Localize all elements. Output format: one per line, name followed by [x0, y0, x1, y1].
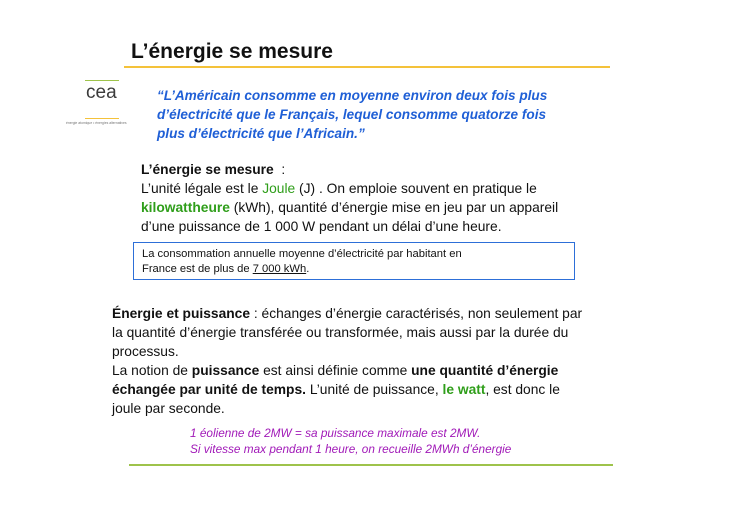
text-span: , est donc le	[485, 382, 560, 397]
svg-text:cea: cea	[86, 82, 117, 101]
text-span: L’unité légale est le	[141, 181, 263, 196]
measure-line	[141, 198, 611, 217]
quote-line: “L’Américain consomme en moyenne environ deux fois plus	[157, 88, 548, 103]
joule-term: Joule	[262, 181, 296, 196]
text-span: (J) . On emploie souvent en pratique le	[295, 181, 537, 196]
kilowattheure-term: kilowattheure	[141, 200, 230, 215]
paragraph-line: processus.	[112, 344, 179, 359]
title-underline	[124, 66, 610, 68]
cea-wordmark-icon	[86, 81, 126, 101]
paragraph-line	[112, 304, 632, 323]
paragraph-line	[112, 361, 632, 380]
measure-heading-line	[141, 160, 611, 179]
paragraph-line: joule par seconde.	[112, 401, 225, 416]
text-span: .	[306, 263, 310, 275]
consumption-value: 7 000 kWh	[252, 263, 307, 275]
text-span: (kWh), quantité d’énergie mise en jeu par un appareil	[229, 200, 559, 215]
quote-block	[157, 86, 627, 143]
puissance-term: puissance	[191, 363, 260, 378]
quote-line: plus d’électricité que l’Africain.”	[157, 126, 365, 141]
measure-line	[141, 217, 611, 236]
logo-caption: énergie atomique • énergies alternatives	[66, 121, 127, 125]
logo-bottom-line	[85, 118, 119, 119]
text-span: La notion de	[112, 363, 192, 378]
quote-line: d’électricité que le Français, lequel consomme quatorze fois	[157, 107, 547, 122]
paragraph-line	[112, 380, 632, 399]
text-span: est ainsi définie comme	[259, 363, 412, 378]
paragraph-line: la quantité d’énergie transférée ou transformée, mais aussi par la durée du	[112, 325, 569, 340]
definition-term: échangée par unité de temps.	[112, 382, 306, 397]
example-line: Si vitesse max pendant 1 heure, on recueille 2MWh d’énergie	[190, 442, 512, 456]
page-title: L’énergie se mesure	[131, 40, 333, 63]
energy-power-term: Énergie et puissance	[112, 306, 251, 321]
measure-heading-colon: :	[273, 162, 286, 177]
text-span: d’une puissance de 1 000 W pendant un délai d’une heure.	[141, 219, 502, 234]
measure-section	[141, 160, 611, 236]
text-span: L’unité de puissance,	[305, 382, 443, 397]
consumption-callout-box	[133, 242, 575, 280]
callout-line: La consommation annuelle moyenne d’électricité par habitant en	[142, 248, 462, 260]
text-span: France est de plus de	[142, 263, 253, 275]
energy-power-section	[112, 304, 632, 418]
measure-line	[141, 179, 611, 198]
example-line: 1 éolienne de 2MW = sa puissance maximale est 2MW.	[190, 426, 481, 440]
text-span: : échanges d’énergie caractérisés, non seulement par	[250, 306, 583, 321]
wind-turbine-example	[190, 425, 511, 457]
bottom-divider	[129, 464, 613, 466]
cea-logo	[78, 80, 128, 126]
measure-heading: L’énergie se mesure	[141, 162, 274, 177]
callout-line	[142, 262, 574, 277]
definition-term: une quantité d’énergie	[411, 363, 559, 378]
watt-term: le watt	[442, 382, 486, 397]
